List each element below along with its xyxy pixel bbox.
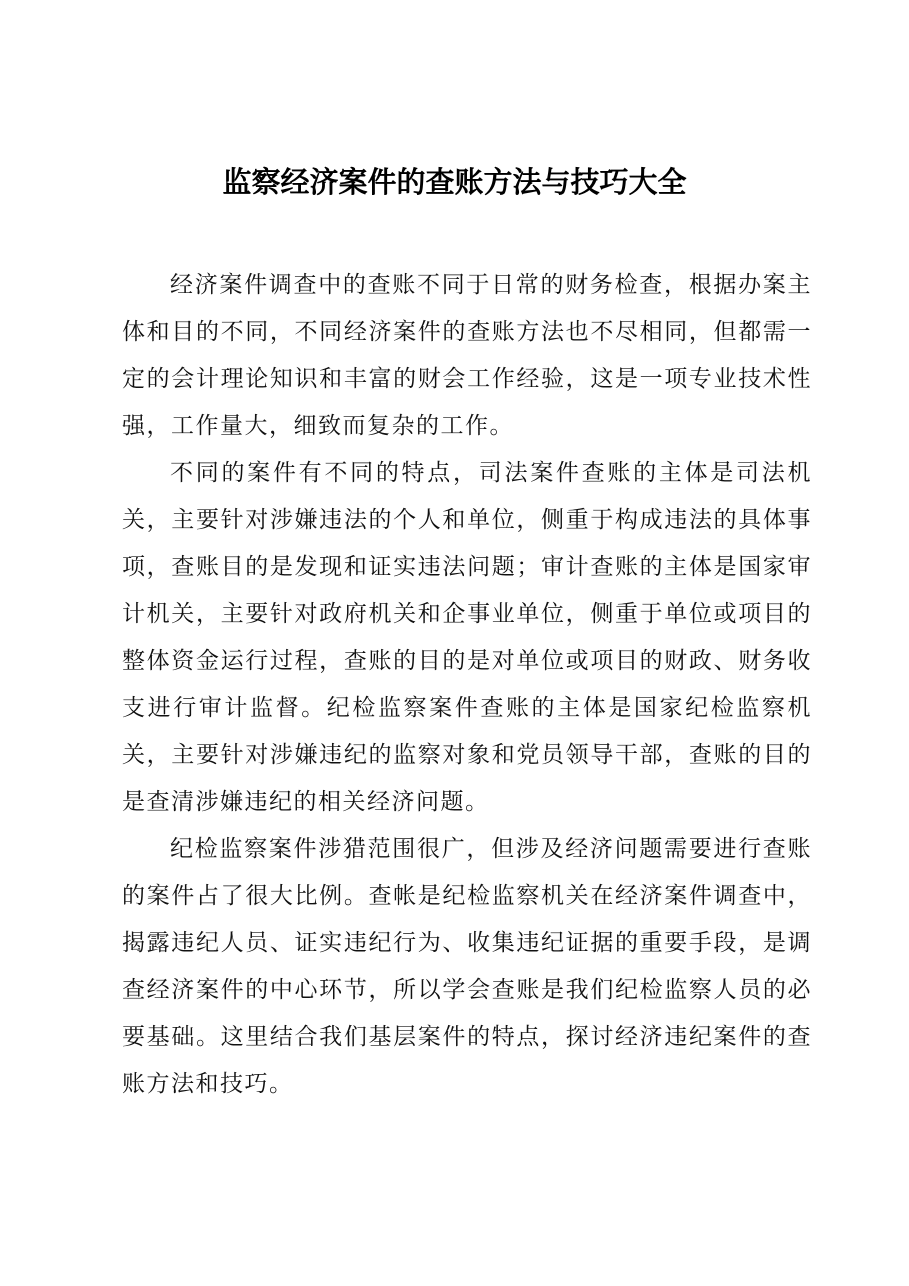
document-body xyxy=(122,262,812,1108)
paragraph-3: 纪检监察案件涉猎范围很广，但涉及经济问题需要进行查账的案件占了很大比例。查帐是纪检监察机关在经济案件调查中，揭露违纪人员、证实违纪行为、收集违纪证据的重要手段，是调查经济案件的中心环节，所以学会查账是我们纪检监察人员的必要基础。这里结合我们基层案件的特点，探讨经济违纪案件的查账方法和技巧。 xyxy=(122,836,812,1097)
paragraph-2: 不同的案件有不同的特点，司法案件查账的主体是司法机关，主要针对涉嫌违法的个人和单位，侧重于构成违法的具体事项，查账目的是发现和证实违法问题；审计查账的主体是国家审计机关，主要针对政府机关和企事业单位，侧重于单位或项目的整体资金运行过程，查账的目的是对单位或项目的财政、财务收支进行审计监督。纪检监察案件查账的主体是国家纪检监察机关，主要针对涉嫌违纪的监察对象和党员领导干部，查账的目的是查清涉嫌违纪的相关经济问题。 xyxy=(122,460,812,815)
document-title: 监察经济案件的查账方法与技巧大全 xyxy=(222,165,687,199)
paragraph-1: 经济案件调查中的查账不同于日常的财务检查，根据办案主体和目的不同，不同经济案件的查账方法也不尽相同，但都需一定的会计理论知识和丰富的财会工作经验，这是一项专业技术性强，工作量大，细致而复杂的工作。 xyxy=(122,272,812,439)
